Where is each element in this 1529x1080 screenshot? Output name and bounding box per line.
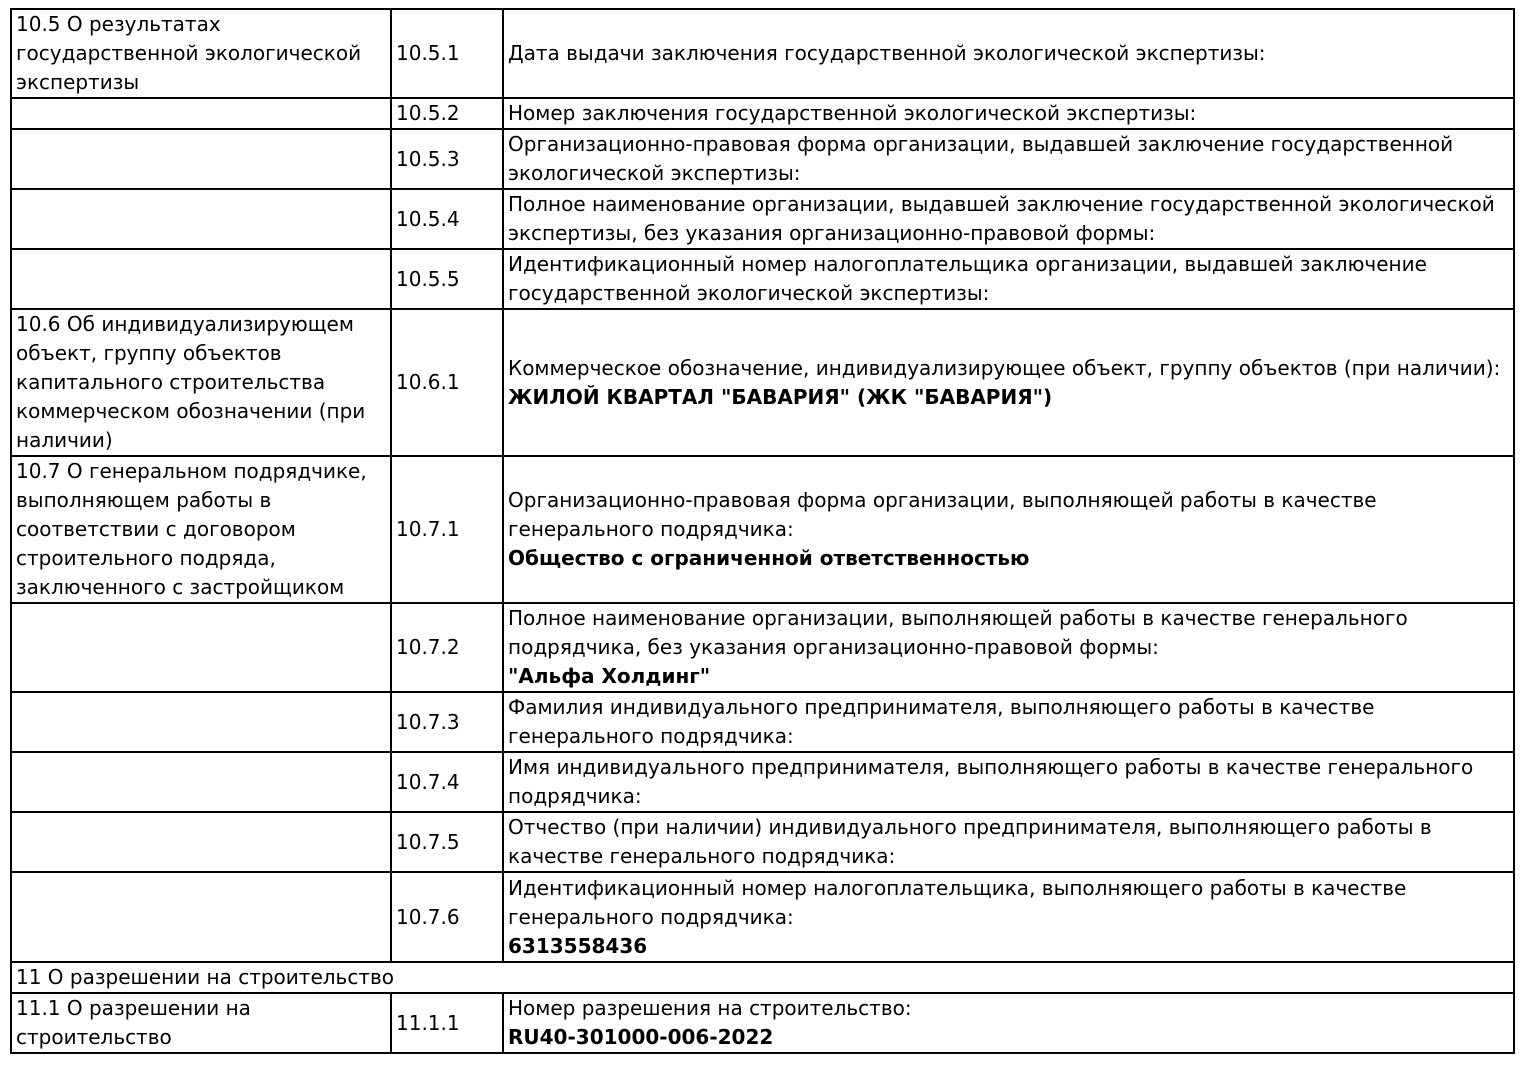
section-header-label: 11 О разрешении на строительство (16, 965, 394, 989)
item-number: 10.6.1 (396, 370, 460, 394)
field-cell (503, 189, 1514, 249)
field-label: Полное наименование организации, выдавшей заключение государственной экологической экспертизы, без указания организационно-правовой формы: (508, 192, 1495, 245)
item-number: 10.5.3 (396, 146, 460, 171)
section-label-cell (11, 98, 391, 129)
field-value: 6313558436 (508, 933, 648, 958)
item-number: 10.5.4 (396, 206, 460, 231)
field-label: Полное наименование организации, выполняющей работы в качестве генерального подрядчика, без указания организационно-правовой формы: (508, 606, 1408, 659)
section-label-cell (11, 692, 391, 752)
field-cell (503, 752, 1514, 812)
table-row-10-7-2 (11, 603, 1514, 692)
field-value: ЖИЛОЙ КВАРТАЛ "БАВАРИЯ" (ЖК "БАВАРИЯ") (508, 384, 1053, 409)
field-cell (503, 993, 1514, 1053)
section-label-cell (11, 812, 391, 872)
section-label-cell (11, 872, 391, 962)
field-label: Идентификационный номер налогоплательщика организации, выдавшей заключение государственной экологической экспертизы: (508, 252, 1427, 305)
item-number: 10.7.3 (396, 709, 460, 734)
field-label: Номер разрешения на строительство: (508, 996, 912, 1020)
field-cell (503, 692, 1514, 752)
field-cell (503, 9, 1514, 98)
section-label-cell (11, 189, 391, 249)
field-label: Фамилия индивидуального предпринимателя, выполняющего работы в качестве генерального подрядчика: (508, 695, 1375, 748)
section-label-cell (11, 456, 391, 603)
section-header-row-11 (11, 962, 1514, 993)
table-row-10-5-4 (11, 189, 1514, 249)
field-label: Отчество (при наличии) индивидуального предпринимателя, выполняющего работы в качестве генерального подрядчика: (508, 815, 1432, 868)
field-value: RU40-301000-006-2022 (508, 1025, 774, 1049)
table-row-10-7-6 (11, 872, 1514, 962)
section-label: 10.5 О результатах государственной экологической экспертизы (16, 12, 362, 94)
item-number-cell (391, 98, 503, 129)
item-number-cell (391, 603, 503, 692)
item-number-cell (391, 456, 503, 603)
table-row-10-6-1 (11, 309, 1514, 456)
section-label-cell (11, 249, 391, 309)
section-label: 11.1 О разрешении на строительство (16, 996, 251, 1049)
item-number-cell (391, 309, 503, 456)
item-number-cell (391, 249, 503, 309)
section-label-cell (11, 129, 391, 189)
table-row-10-5-1 (11, 9, 1514, 98)
section-label: 10.6 Об индивидуализирующем объект, группу объектов капитального строительства коммерческом обозначении (при наличии) (16, 312, 366, 452)
declaration-table (10, 8, 1515, 1054)
item-number: 10.7.5 (396, 829, 460, 854)
section-header-cell (11, 962, 1514, 993)
section-label: 10.7 О генеральном подрядчике, выполняющем работы в соответствии с договором строительного подряда, заключенного с застройщиком (16, 459, 367, 599)
field-cell (503, 249, 1514, 309)
item-number-cell (391, 9, 503, 98)
item-number: 10.7.4 (396, 769, 460, 794)
field-cell (503, 872, 1514, 962)
item-number-cell (391, 692, 503, 752)
field-cell (503, 812, 1514, 872)
section-label-cell (11, 603, 391, 692)
section-label-cell (11, 9, 391, 98)
section-label-cell (11, 309, 391, 456)
item-number: 11.1.1 (396, 1010, 460, 1035)
item-number: 10.7.2 (396, 635, 460, 659)
field-label: Коммерческое обозначение, индивидуализирующее объект, группу объектов (при наличии): (508, 355, 1501, 380)
field-label: Организационно-правовая форма организации, выполняющей работы в качестве генерального подрядчика: (508, 488, 1377, 541)
item-number-cell (391, 812, 503, 872)
field-label: Номер заключения государственной экологической экспертизы: (508, 101, 1197, 125)
field-cell (503, 309, 1514, 456)
table-row-10-5-2 (11, 98, 1514, 129)
item-number: 10.5.5 (396, 266, 460, 291)
item-number-cell (391, 993, 503, 1053)
table-row-10-7-3 (11, 692, 1514, 752)
section-label-cell (11, 752, 391, 812)
field-value: "Альфа Холдинг" (508, 664, 711, 688)
field-cell (503, 456, 1514, 603)
field-cell (503, 603, 1514, 692)
item-number: 10.5.1 (396, 41, 460, 65)
table-row-10-5-3 (11, 129, 1514, 189)
item-number-cell (391, 129, 503, 189)
field-label: Дата выдачи заключения государственной экологической экспертизы: (508, 41, 1266, 65)
section-label-cell (11, 993, 391, 1053)
field-label: Организационно-правовая форма организации, выдавшей заключение государственной экологической экспертизы: (508, 132, 1454, 185)
item-number: 10.7.1 (396, 517, 460, 541)
field-label: Имя индивидуального предпринимателя, выполняющего работы в качестве генерального подрядчика: (508, 755, 1474, 808)
field-label: Идентификационный номер налогоплательщика, выполняющего работы в качестве генерального подрядчика: (508, 875, 1407, 929)
item-number-cell (391, 752, 503, 812)
item-number: 10.7.6 (396, 904, 460, 929)
item-number-cell (391, 872, 503, 962)
item-number-cell (391, 189, 503, 249)
table-row-10-5-5 (11, 249, 1514, 309)
field-value: Общество с ограниченной ответственностью (508, 546, 1030, 570)
field-cell (503, 98, 1514, 129)
table-row-10-7-1 (11, 456, 1514, 603)
table-row-11-1-1 (11, 993, 1514, 1053)
item-number: 10.5.2 (396, 101, 460, 125)
field-cell (503, 129, 1514, 189)
table-row-10-7-4 (11, 752, 1514, 812)
table-row-10-7-5 (11, 812, 1514, 872)
